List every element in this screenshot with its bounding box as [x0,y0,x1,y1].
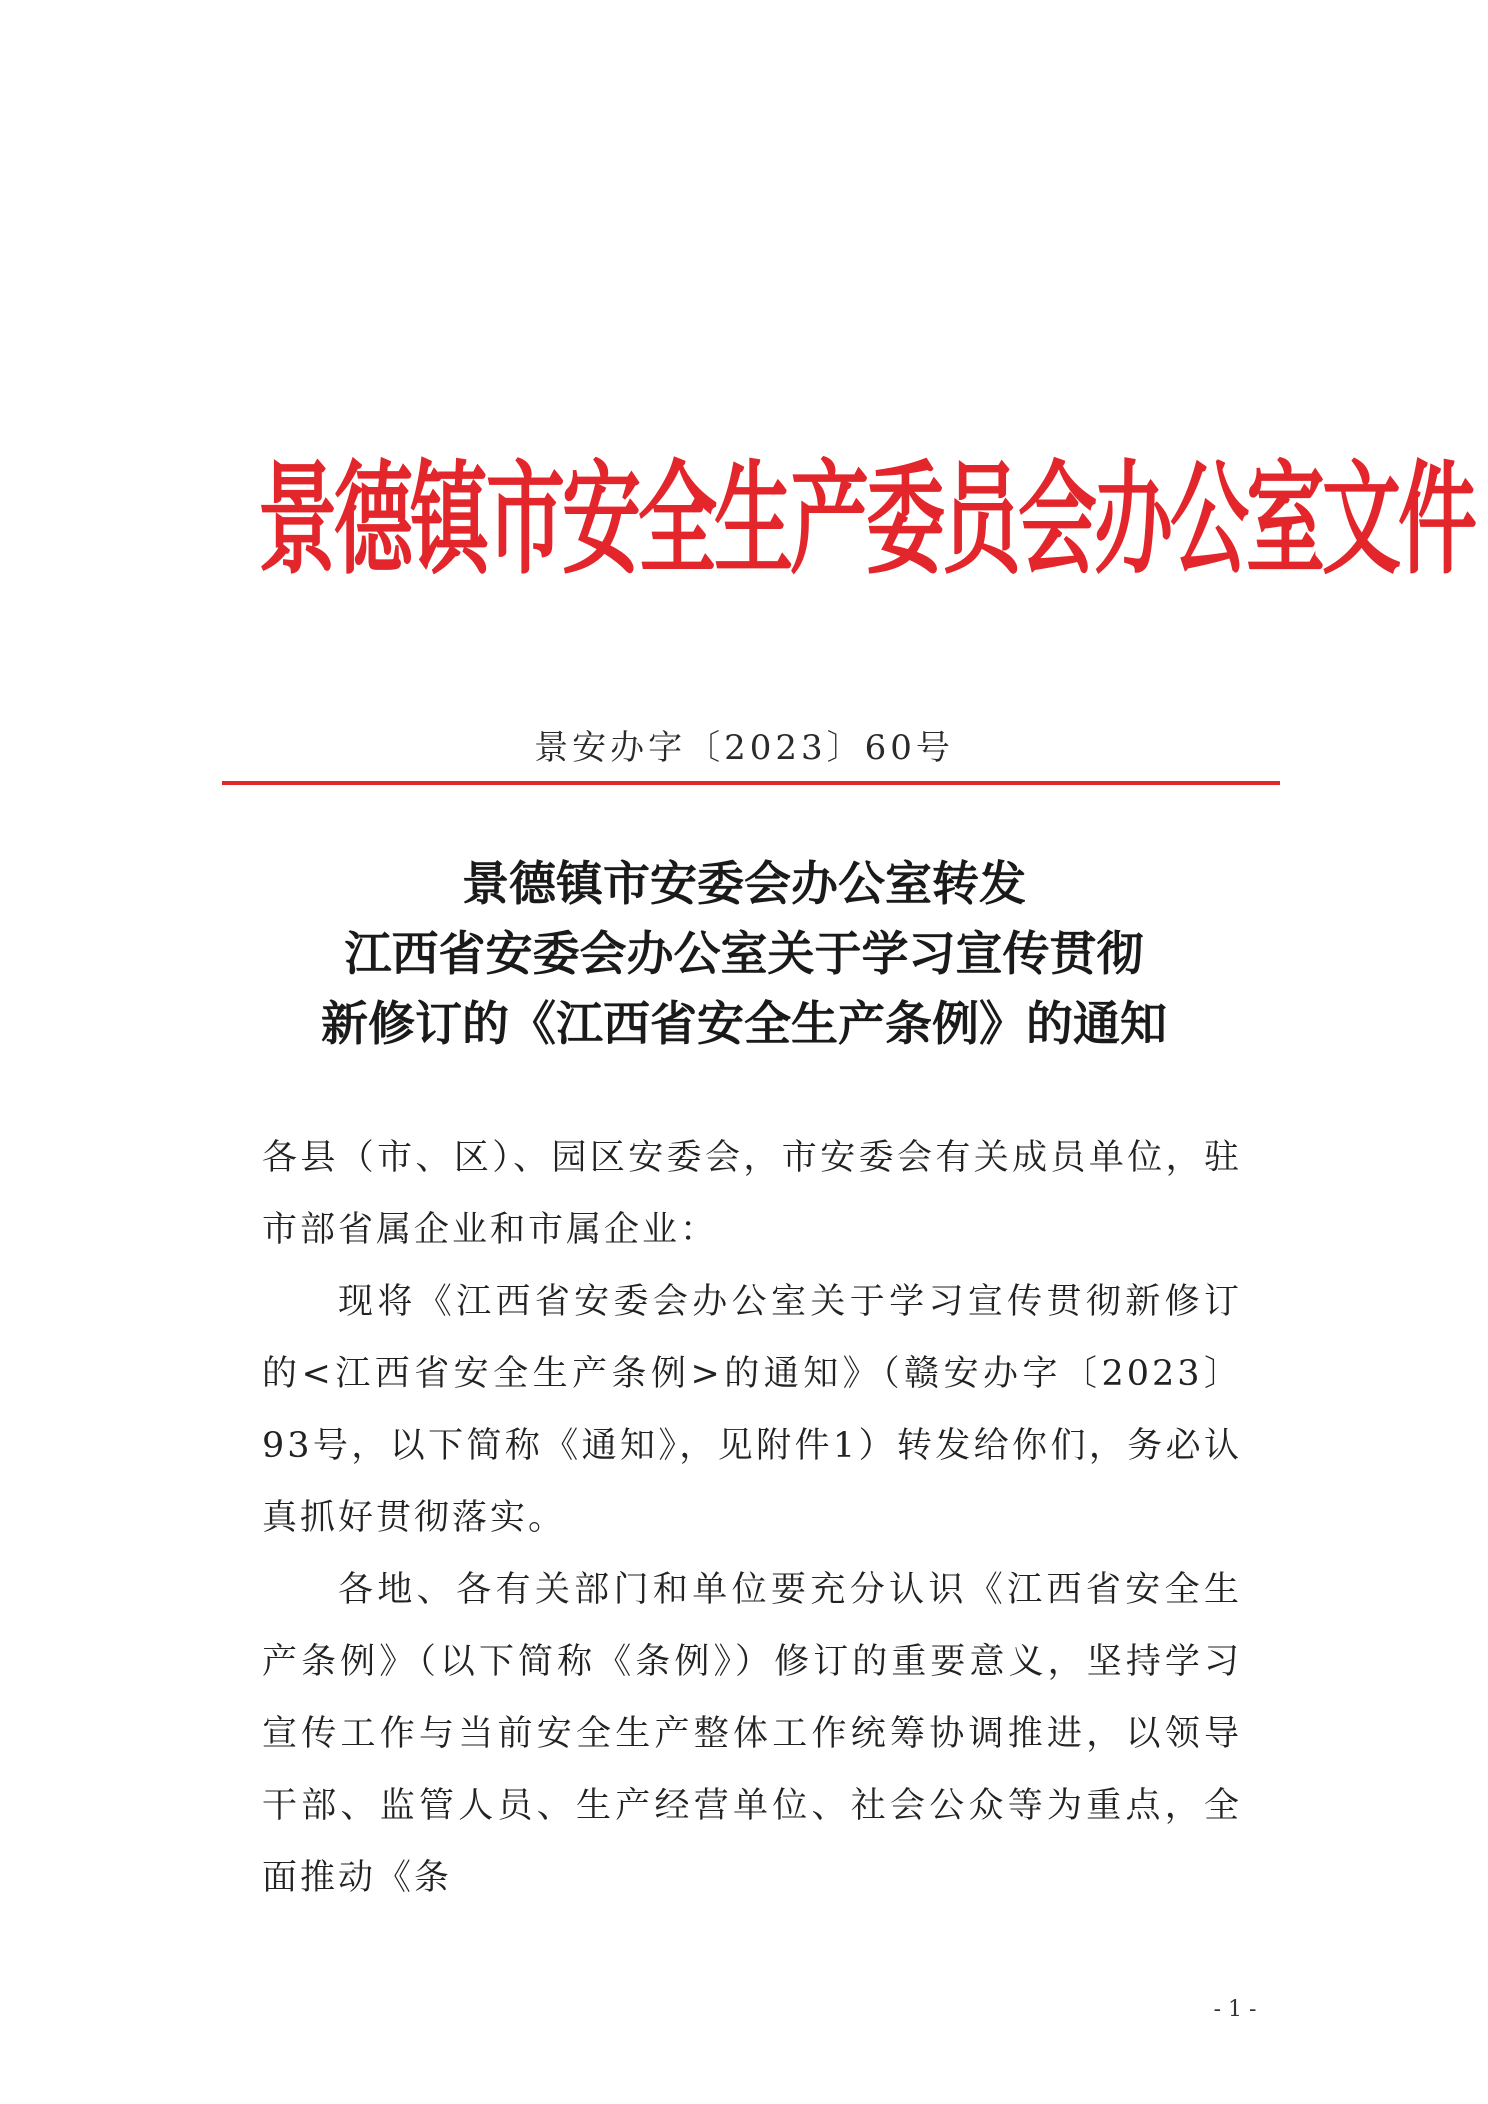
document-masthead: 景德镇市安全生产委员会办公室文件 [258,448,1474,592]
title-line-3: 新修订的《江西省安全生产条例》的通知 [321,997,1167,1052]
page-number: - 1 - [1213,1997,1257,2022]
body-paragraph-2: 各地、各有关部门和单位要充分认识《江西省安全生产条例》（以下简称《条例》）修订的重要意义，坚持学习宣传工作与当前安全生产整体工作统筹协调推进，以领导干部、监管人员、生产经营单位、社会公众等为重点，全面推动《条 [262,1570,1242,1898]
red-divider-line [222,781,1280,785]
document-number: 景安办字〔2023〕60号 [534,728,954,768]
document-body [262,1122,1242,1914]
title-line-1: 景德镇市安委会办公室转发 [462,857,1026,912]
body-paragraph-1: 现将《江西省安委会办公室关于学习宣传贯彻新修订的<江西省安全生产条例>的通知》（赣安办字〔2023〕93号，以下简称《通知》，见附件1）转发给你们，务必认真抓好贯彻落实。 [262,1282,1242,1538]
salutation: 各县（市、区）、园区安委会，市安委会有关成员单位，驻市部省属企业和市属企业： [262,1138,1242,1250]
title-line-2: 江西省安委会办公室关于学习宣传贯彻 [344,927,1144,982]
document-title [0,850,1488,1060]
